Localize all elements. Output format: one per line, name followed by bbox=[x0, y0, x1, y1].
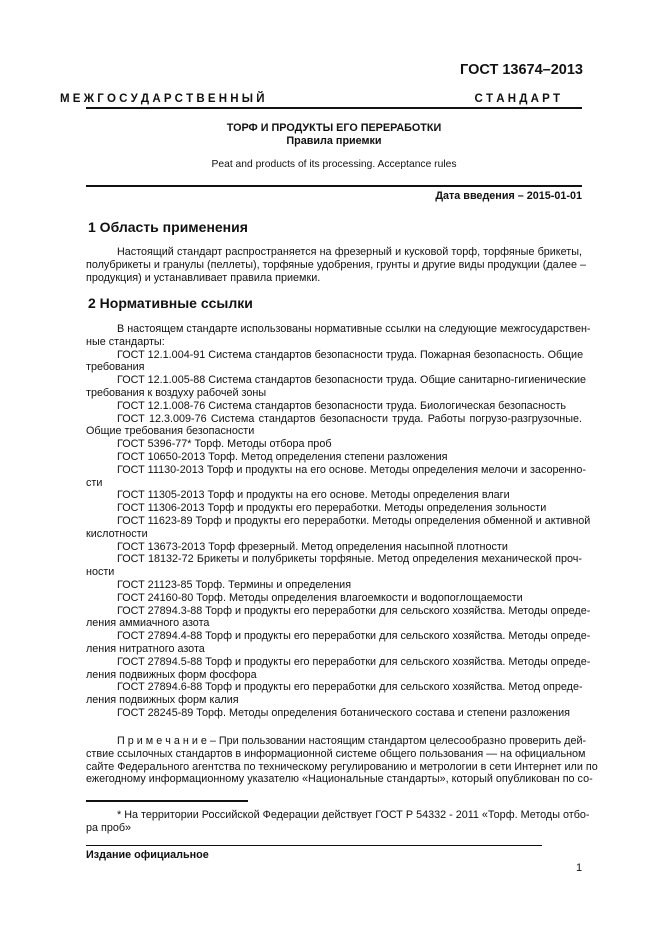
banner-word: М Е Ж Г О С У Д А Р С Т В Е Н Н Ы Й bbox=[60, 93, 265, 105]
section2-body bbox=[86, 323, 591, 720]
document-title: ТОРФ И ПРОДУКТЫ ЕГО ПЕРЕРАБОТКИ bbox=[226, 122, 442, 134]
text-line: ГОСТ 12.1.008-76 Система стандартов безопасности труда. Биологическая безопасность bbox=[117, 399, 567, 412]
text-line: полубрикеты и гранулы (пеллеты), торфяные удобрения, грунты и другие виды продукции (далее – bbox=[86, 258, 586, 271]
page-number: 1 bbox=[576, 862, 583, 874]
text-line: ГОСТ 28245-89 Торф. Методы определения ботанического состава и степени разложения bbox=[117, 706, 570, 719]
banner-word: С Т А Н Д А Р Т bbox=[474, 93, 560, 105]
text-line: ГОСТ 11306-2013 Торф и продукты его переработки. Методы определения зольности bbox=[117, 502, 547, 515]
divider bbox=[86, 845, 542, 846]
text-line: продукция) и устанавливает правила приемки. bbox=[86, 271, 321, 284]
text-line: сайте Федерального агентства по техническому регулированию и метрологии в сети Интернет или по bbox=[86, 760, 598, 773]
text-line: П р и м е ч а н и е – При пользовании настоящим стандартом целесообразно проверить дей- bbox=[117, 735, 587, 747]
text-line: сти bbox=[86, 476, 103, 489]
text-line: ГОСТ 10650-2013 Торф. Метод определения степени разложения bbox=[117, 450, 448, 463]
text-line: кислотности bbox=[86, 527, 148, 540]
text-line: ГОСТ 13673-2013 Торф фрезерный. Метод определения насыпной плотности bbox=[117, 540, 508, 553]
section-heading: 2 Нормативные ссылки bbox=[88, 295, 253, 311]
text-line: ГОСТ 27894.5-88 Торф и продукты его переработки для сельского хозяйства. Методы опреде- bbox=[117, 655, 591, 668]
text-line: ежегодному информационному указателю «Национальные стандарты», который опубликован по со- bbox=[86, 773, 593, 786]
text-line: требования к воздуху рабочей зоны bbox=[86, 386, 267, 399]
document-code: ГОСТ 13674–2013 bbox=[460, 62, 583, 78]
text-line: * На территории Российской Федерации действует ГОСТ Р 54332 - 2011 «Торф. Методы отбо- bbox=[117, 809, 590, 821]
effective-date: Дата введения – 2015-01-01 bbox=[435, 190, 582, 202]
text-line: требования bbox=[86, 361, 145, 374]
text-line: Настоящий стандарт распространяется на фрезерный и кусковой торф, торфяные брикеты, bbox=[117, 246, 582, 258]
text-line: ления нитратного азота bbox=[86, 642, 205, 655]
text-line: ГОСТ 5396-77* Торф. Методы отбора проб bbox=[117, 438, 332, 451]
text-line: ГОСТ 24160-80 Торф. Методы определения влагоемкости и водопоглощаемости bbox=[117, 591, 523, 604]
text-line: Общие требования безопасности bbox=[86, 425, 255, 438]
interstate-standard-banner bbox=[60, 93, 560, 105]
text-line: ра проб» bbox=[86, 821, 132, 834]
text-line: ГОСТ 11623-89 Торф и продукты его переработки. Методы определения обменной и активной bbox=[117, 514, 591, 527]
text-line: ГОСТ 27894.3-88 Торф и продукты его переработки для сельского хозяйства. Методы опреде- bbox=[117, 604, 591, 617]
footnote-body bbox=[86, 809, 590, 835]
text-line: ГОСТ 12.3.009-76 Система стандартов безопасности труда. Работы погрузо-разгрузочные. bbox=[117, 412, 582, 425]
text-line: ные стандарты: bbox=[86, 335, 165, 348]
note-body bbox=[86, 735, 598, 786]
text-line: ления аммиачного азота bbox=[86, 617, 210, 630]
text-line: ГОСТ 12.1.005-88 Система стандартов безопасности труда. Общие санитарно-гигиенические bbox=[117, 374, 587, 387]
text-line: ГОСТ 18132-72 Брикеты и полубрикеты торфяные. Метод определения механической проч- bbox=[117, 553, 582, 566]
section1-body bbox=[86, 246, 586, 284]
official-edition: Издание официальное bbox=[86, 849, 209, 861]
text-line: ГОСТ 12.1.004-91 Система стандартов безопасности труда. Пожарная безопасность. Общие bbox=[117, 348, 584, 361]
text-line: В настоящем стандарте использованы нормативные ссылки на следующие межгосударствен- bbox=[117, 323, 591, 335]
document-subtitle: Правила приемки bbox=[286, 135, 382, 147]
text-line: ствие ссылочных стандартов в информационной системе общего пользования — на официальном bbox=[86, 747, 586, 760]
text-line: ГОСТ 27894.6-88 Торф и продукты его переработки для сельского хозяйства. Метод опреде- bbox=[117, 681, 583, 694]
text-line: ления подвижных форм фосфора bbox=[86, 668, 257, 681]
text-line: ГОСТ 21123-85 Торф. Термины и определения bbox=[117, 578, 352, 591]
text-line: ности bbox=[86, 566, 115, 579]
text-line: ления подвижных форм калия bbox=[86, 694, 239, 707]
text-line: ГОСТ 11305-2013 Торф и продукты на его основе. Методы определения влаги bbox=[117, 489, 510, 502]
divider bbox=[86, 107, 582, 109]
section-heading: 1 Область применения bbox=[88, 219, 248, 235]
text-line: ГОСТ 11130-2013 Торф и продукты на его основе. Методы определения мелочи и засоренно- bbox=[117, 463, 586, 476]
text-line: ГОСТ 27894.4-88 Торф и продукты его переработки для сельского хозяйства. Методы опреде- bbox=[117, 630, 591, 643]
footnote-divider bbox=[86, 800, 248, 802]
divider bbox=[86, 185, 582, 187]
english-title: Peat and products of its processing. Acceptance rules bbox=[211, 159, 457, 170]
